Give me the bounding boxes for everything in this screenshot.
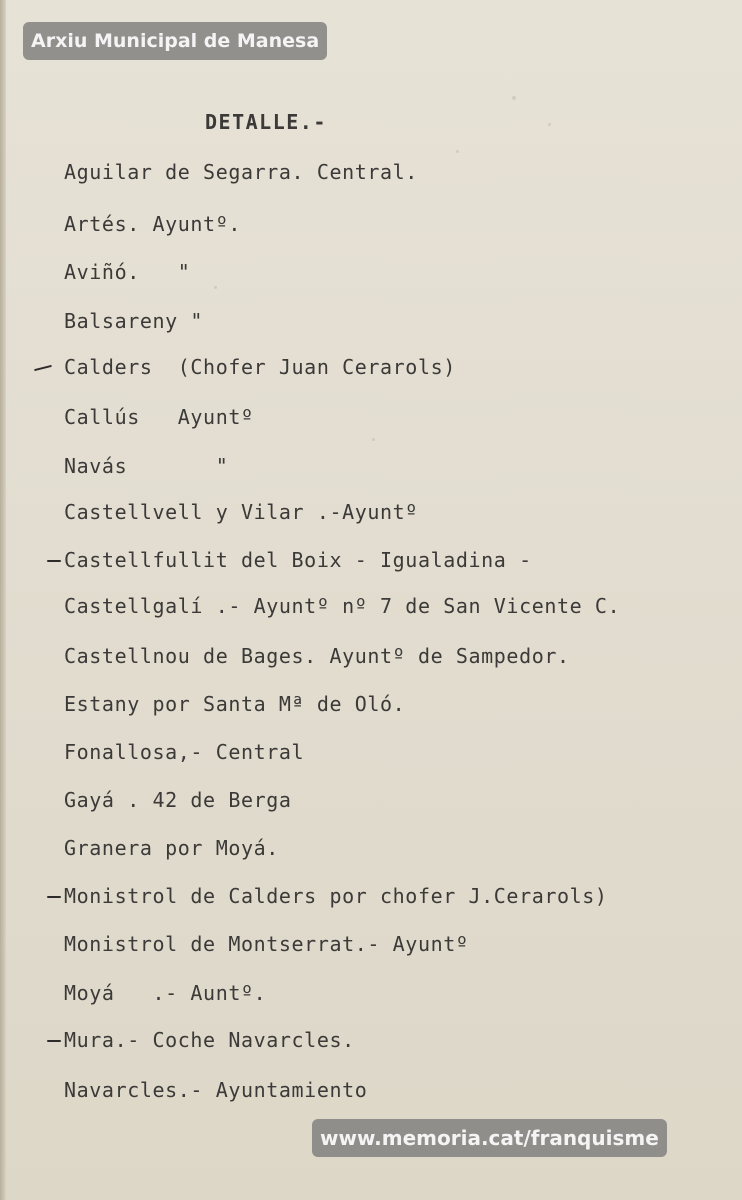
list-item: Castellfullit del Boix - Igualadina - — [64, 548, 532, 572]
list-item: Monistrol de Calders por chofer J.Cerarols) — [64, 884, 608, 908]
paper-stain — [372, 438, 375, 441]
archive-watermark: Arxiu Municipal de Manesa — [23, 22, 327, 60]
handwritten-dash — [47, 896, 61, 898]
list-item: Aguilar de Segarra. Central. — [64, 160, 418, 184]
list-item: Navás " — [64, 454, 229, 478]
list-item: Granera por Moyá. — [64, 836, 279, 860]
list-item: Balsareny " — [64, 309, 204, 333]
list-item: Estany por Santa Mª de Oló. — [64, 692, 406, 716]
paper-stain — [512, 96, 516, 100]
list-item: Gayá . 42 de Berga — [64, 788, 292, 812]
paper-stain — [548, 123, 551, 126]
list-item: Mura.- Coche Navarcles. — [64, 1028, 355, 1052]
paper-stain — [214, 286, 217, 289]
handwritten-dash — [34, 365, 52, 371]
list-item: Navarcles.- Ayuntamiento — [64, 1078, 368, 1102]
list-item: Monistrol de Montserrat.- Ayuntº — [64, 932, 469, 956]
list-item: Castellnou de Bages. Ayuntº de Sampedor. — [64, 644, 570, 668]
list-item: Artés. Ayuntº. — [64, 212, 241, 236]
list-item: Fonallosa,- Central — [64, 740, 305, 764]
list-item: Calders (Chofer Juan Cerarols) — [64, 355, 456, 379]
paper-stain — [456, 150, 459, 153]
list-item: Callús Ayuntº — [64, 405, 254, 429]
list-item: Aviñó. " — [64, 260, 191, 284]
list-item: Castellgalí .- Ayuntº nº 7 de San Vicente C. — [64, 594, 621, 618]
handwritten-dash — [47, 560, 61, 562]
list-item: Castellvell y Vilar .-Ayuntº — [64, 500, 418, 524]
document-heading: DETALLE.- — [205, 110, 327, 134]
list-item: Moyá .- Auntº. — [64, 981, 267, 1005]
handwritten-dash — [47, 1040, 61, 1042]
page-edge — [0, 0, 6, 1200]
site-watermark: www.memoria.cat/franquisme — [312, 1119, 667, 1157]
